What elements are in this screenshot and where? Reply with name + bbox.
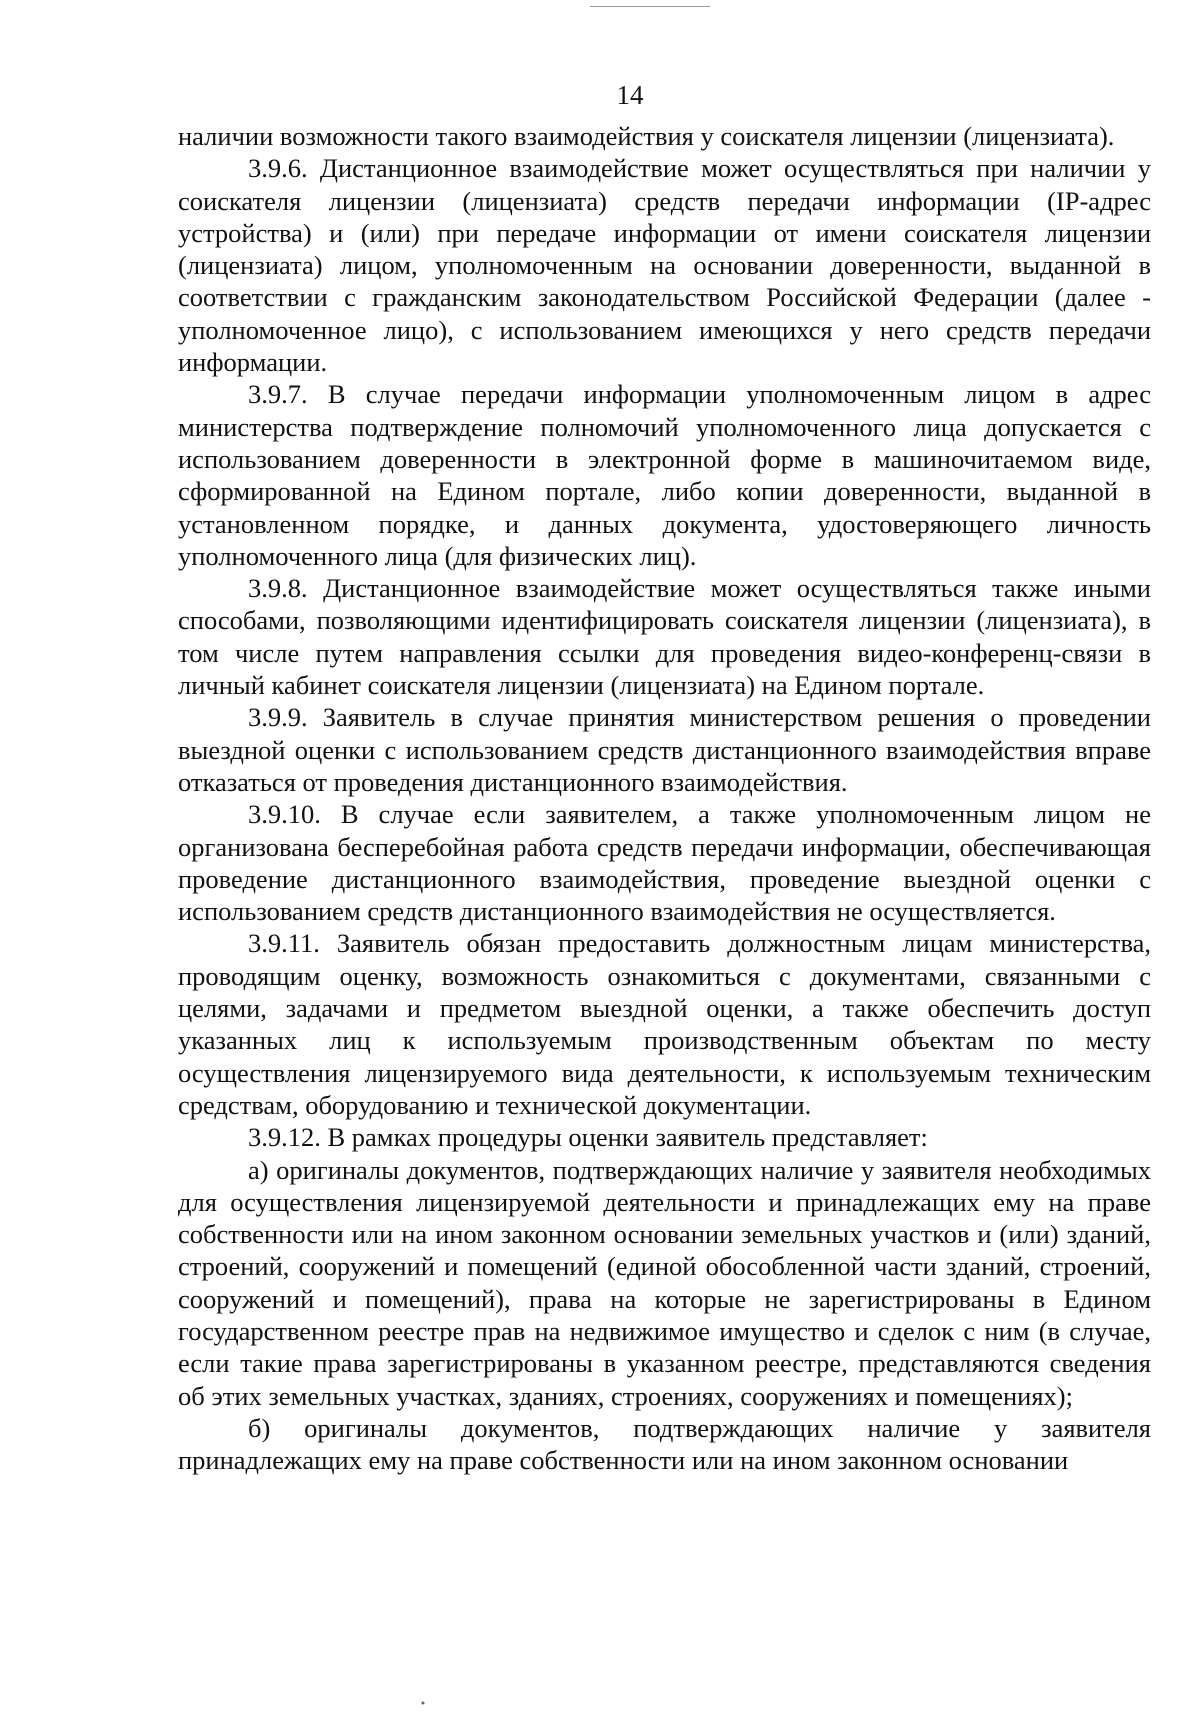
paragraph-3-9-6: 3.9.6. Дистанционное взаимодействие может осуществляться при наличии у соискателя лицензии (лицензиата) средств передачи информации (IP-адрес устройства) и (или) при передаче информации от имени соискателя лицензии (лицензиата) лицом, уполномоченным на основании доверенности, выданной в соответствии с гражданским законодательством Российской Федерации (далее - уполномоченное лицо), с использованием имеющихся у него средств передачи информации.	[178, 153, 1151, 378]
document-body	[178, 120, 1151, 1476]
list-item-a: а) оригиналы документов, подтверждающих наличие у заявителя необходимых для осуществления лицензируемой деятельности и принадлежащих ему на праве собственности или на ином законном основании земельных участков и (или) зданий, строений, сооружений и помещений (единой обособленной части зданий, строений, сооружений и помещений), права на которые не зарегистрированы в Едином государственном реестре прав на недвижимое имущество и сделок с ним (в случае, если такие права зарегистрированы в указанном реестре, представляются сведения об этих земельных участках, зданиях, строениях, сооружениях и помещениях);	[178, 1154, 1151, 1411]
paragraph-3-9-9: 3.9.9. Заявитель в случае принятия министерством решения о проведении выездной оценки с использованием средств дистанционного взаимодействия вправе отказаться от проведения дистанционного взаимодействия.	[178, 702, 1151, 797]
paragraph-3-9-7: 3.9.7. В случае передачи информации уполномоченным лицом в адрес министерства подтверждение полномочий уполномоченного лица допускается с использованием доверенности в электронной форме в машиночитаемом виде, сформированной на Едином портале, либо копии доверенности, выданной в установленном порядке, и данных документа, удостоверяющего личность уполномоченного лица (для физических лиц).	[178, 379, 1151, 571]
paragraph-continuation: наличии возможности такого взаимодействия у соискателя лицензии (лицензиата).	[178, 121, 1115, 151]
paragraph-3-9-10: 3.9.10. В случае если заявителем, а также уполномоченным лицом не организована бесперебойная работа средств передачи информации, обеспечивающая проведение дистанционного взаимодействия, проведение выездной оценки с использованием средств дистанционного взаимодействия не осуществляется.	[178, 799, 1151, 927]
paragraph-3-9-12: 3.9.12. В рамках процедуры оценки заявитель представляет:	[248, 1122, 928, 1153]
scan-speck	[420, 1700, 426, 1706]
page-number: 14	[616, 80, 644, 110]
scan-top-rule	[590, 6, 710, 7]
paragraph-3-9-11: 3.9.11. Заявитель обязан предоставить должностным лицам министерства, проводящим оценку, возможность ознакомиться с документами, связанными с целями, задачами и предметом выездной оценки, а также обеспечить доступ указанных лиц к используемым производственным объектам по месту осуществления лицензируемого вида деятельности, к используемым техническим средствам, оборудованию и технической документации.	[178, 928, 1151, 1120]
paragraph-3-9-8: 3.9.8. Дистанционное взаимодействие может осуществляться также иными способами, позволяющими идентифицировать соискателя лицензии (лицензиата), в том числе путем направления ссылки для проведения видео-конференц-связи в личный кабинет соискателя лицензии (лицензиата) на Едином портале.	[178, 573, 1151, 701]
list-item-b: б) оригиналы документов, подтверждающих наличие у заявителя принадлежащих ему на праве собственности или на ином законном основании	[178, 1412, 1151, 1476]
